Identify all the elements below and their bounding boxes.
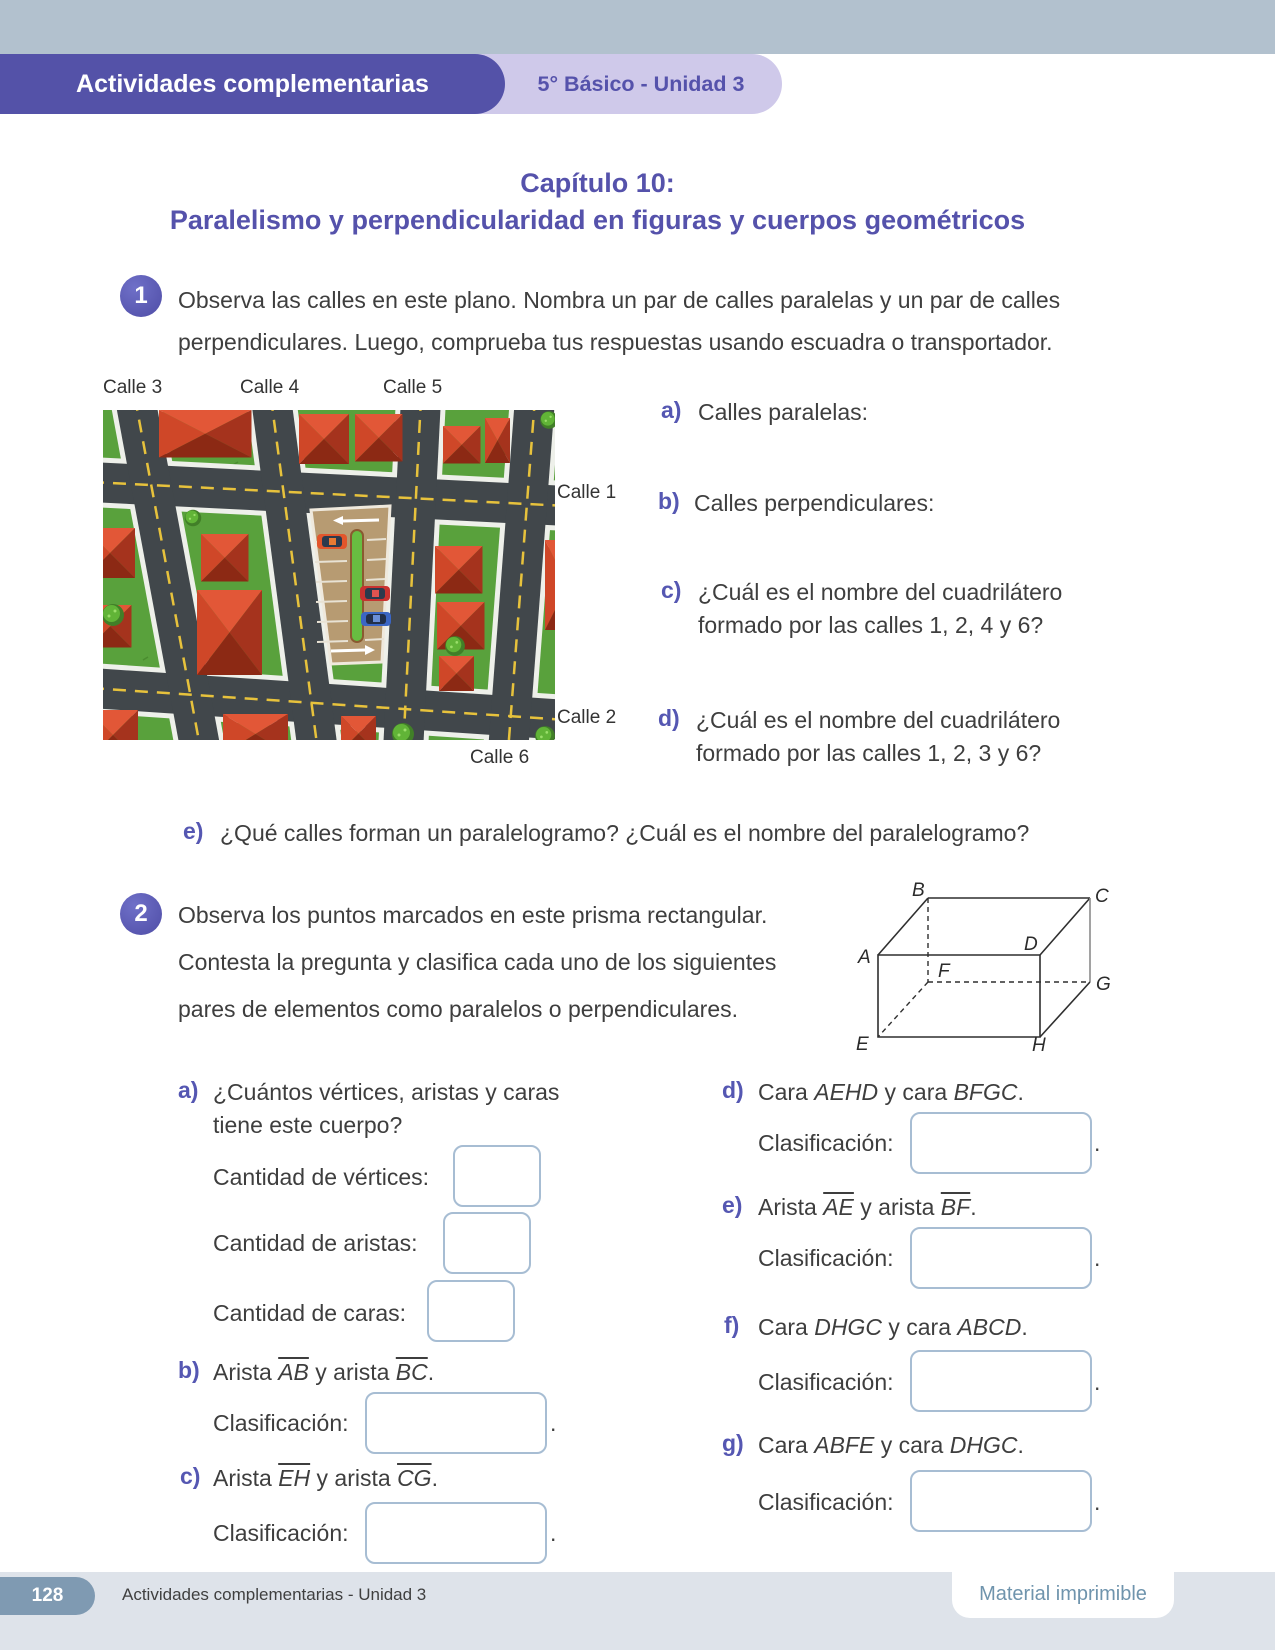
exercise1-number-badge: 1 [120, 275, 162, 317]
exercise1-prompt-line2: perpendiculares. Luego, comprueba tus respuestas usando escuadra o transportador. [178, 329, 1053, 355]
q2g-letter: g) [722, 1430, 744, 1456]
q2c-text: Arista $\overline{EH}$ y arista $\overline{CG}$. [213, 1465, 438, 1491]
chapter-title-line1: Capítulo 10: [520, 168, 675, 198]
q1a-text: Calles paralelas: [698, 399, 869, 425]
q2f-period: . [1094, 1369, 1101, 1395]
exercise2-prompt-line1: Observa los puntos marcados en este prisma rectangular. [178, 902, 768, 928]
q2c-clasificacion-label: Clasificación: [213, 1520, 349, 1546]
q1a-letter: a) [661, 397, 682, 423]
unit-pill-label: 5° Básico - Unidad 3 [537, 72, 745, 96]
q2g-period: . [1094, 1489, 1101, 1515]
street-label-calle4: Calle 4 [240, 377, 300, 398]
street-label-calle5: Calle 5 [383, 377, 443, 398]
answer-box-q2b[interactable] [365, 1392, 547, 1454]
rectangular-prism-diagram [852, 878, 1114, 1054]
q2f-letter: f) [724, 1312, 740, 1338]
q2c-period: . [550, 1520, 557, 1546]
prism-vertex-B: B [912, 880, 925, 901]
q2a-letter: a) [178, 1077, 199, 1103]
prism-vertex-D: D [1024, 934, 1038, 955]
exercise2-prompt-line2: Contesta la pregunta y clasifica cada uno de los siguientes [178, 949, 777, 975]
section-banner [0, 54, 505, 114]
answer-box-q2e[interactable] [910, 1227, 1092, 1289]
chapter-title-line2: Paralelismo y perpendicularidad en figuras y cuerpos geométricos [169, 205, 1026, 235]
street-label-calle2: Calle 2 [557, 707, 617, 728]
answer-box-q2f[interactable] [910, 1350, 1092, 1412]
street-label-calle6: Calle 6 [470, 747, 530, 768]
answer-box-vertices[interactable] [453, 1145, 541, 1207]
q2g-text: Cara ABFE y cara DHGC. [758, 1432, 1024, 1458]
q1d-text-line2: formado por las calles 1, 2, 3 y 6? [696, 740, 1042, 766]
prism-vertex-F: F [938, 961, 950, 982]
q1c-text-line2: formado por las calles 1, 2, 4 y 6? [698, 612, 1044, 638]
car-blue [361, 612, 391, 626]
page-number-badge: 128 [0, 1577, 95, 1615]
q2f-text: Cara DHGC y cara ABCD. [758, 1314, 1028, 1340]
material-imprimible-label: Material imprimible [979, 1583, 1147, 1605]
aristas-count-label: Cantidad de aristas: [213, 1230, 418, 1256]
q2d-text: Cara AEHD y cara BFGC. [758, 1079, 1024, 1105]
top-strip [0, 0, 1275, 54]
exercise2-prompt-line3: pares de elementos como paralelos o perpendiculares. [178, 996, 738, 1022]
answer-box-aristas[interactable] [443, 1212, 531, 1274]
caras-count-label: Cantidad de caras: [213, 1300, 407, 1326]
answer-box-q2d[interactable] [910, 1112, 1092, 1174]
q2e-clasificacion-label: Clasificación: [758, 1245, 894, 1271]
section-banner-label: Actividades complementarias [76, 70, 429, 98]
answer-box-q2g[interactable] [910, 1470, 1092, 1532]
city-map-illustration [103, 410, 555, 740]
q2b-text: Arista $\overline{AB}$ y arista $\overline{BC}$. [213, 1359, 435, 1385]
q2d-clasificacion-label: Clasificación: [758, 1130, 894, 1156]
q2e-period: . [1094, 1245, 1101, 1271]
exercise1-prompt-line1: Observa las calles en este plano. Nombra un par de calles paralelas y un par de calles [178, 287, 1061, 313]
street-label-calle3: Calle 3 [103, 377, 163, 398]
q2g-clasificacion-label: Clasificación: [758, 1489, 894, 1515]
car-orange [317, 534, 347, 549]
exercise2-number-badge: 2 [120, 893, 162, 935]
answer-box-q2c[interactable] [365, 1502, 547, 1564]
q2d-period: . [1094, 1130, 1101, 1156]
q1c-letter: c) [661, 577, 682, 603]
q2f-clasificacion-label: Clasificación: [758, 1369, 894, 1395]
q1e-letter: e) [183, 818, 204, 844]
footer-label: Actividades complementarias - Unidad 3 [122, 1585, 427, 1604]
q2a-text-line1: ¿Cuántos vértices, aristas y caras [213, 1079, 560, 1105]
q1d-letter: d) [658, 705, 680, 731]
q2c-letter: c) [180, 1463, 201, 1489]
q2e-text: Arista $\overline{AE}$ y arista $\overline{BF}$. [758, 1194, 977, 1220]
material-imprimible-tab [952, 1572, 1174, 1618]
q2d-letter: d) [722, 1077, 744, 1103]
q2e-letter: e) [722, 1192, 743, 1218]
prism-vertex-E: E [856, 1034, 869, 1054]
prism-vertex-H: H [1032, 1035, 1046, 1054]
car-red [360, 586, 390, 601]
q1b-text: Calles perpendiculares: [694, 490, 935, 516]
vertices-count-label: Cantidad de vértices: [213, 1164, 430, 1190]
street-label-calle1: Calle 1 [557, 482, 617, 503]
q2b-period: . [550, 1410, 557, 1436]
q1b-letter: b) [658, 488, 680, 514]
prism-vertex-A: A [858, 947, 871, 968]
q2a-text-line2: tiene este cuerpo? [213, 1112, 403, 1138]
prism-vertex-G: G [1096, 974, 1111, 995]
q1c-text-line1: ¿Cuál es el nombre del cuadrilátero [698, 579, 1063, 605]
answer-box-caras[interactable] [427, 1280, 515, 1342]
q2b-letter: b) [178, 1357, 200, 1383]
prism-vertex-C: C [1095, 886, 1109, 907]
q1d-text-line1: ¿Cuál es el nombre del cuadrilátero [696, 707, 1061, 733]
q1e-text: ¿Qué calles forman un paralelogramo? ¿Cuál es el nombre del paralelogramo? [220, 820, 1030, 846]
q2b-clasificacion-label: Clasificación: [213, 1410, 349, 1436]
